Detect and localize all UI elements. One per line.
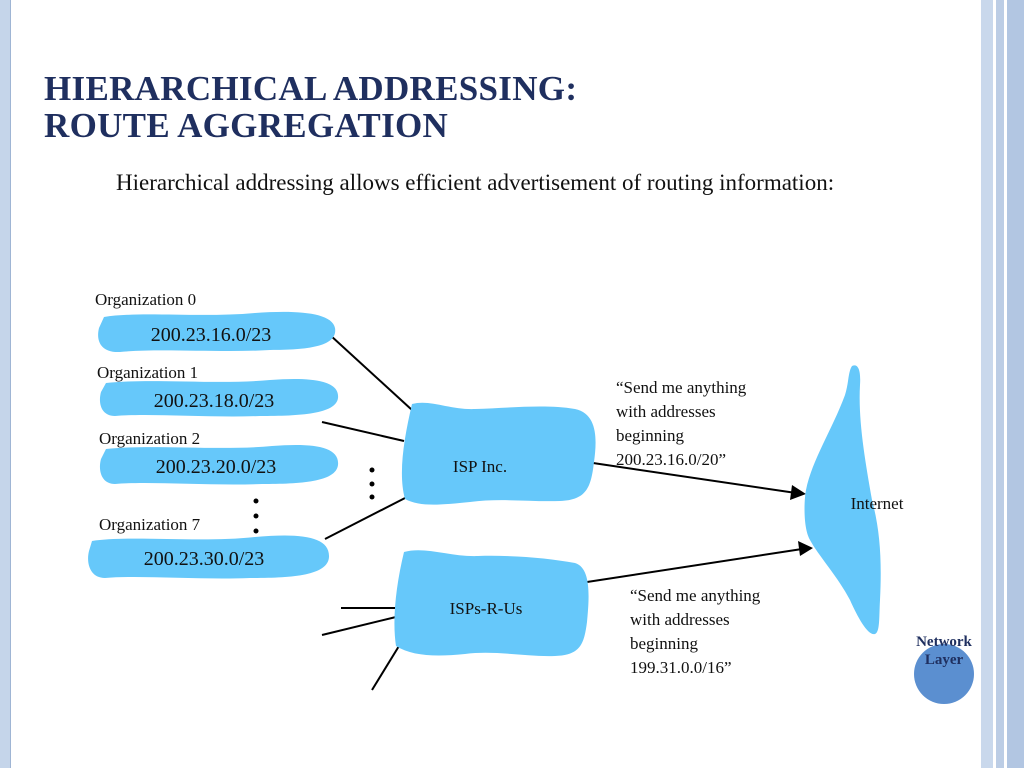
dot — [254, 529, 259, 534]
org1-label: Organization 1 — [97, 363, 199, 382]
internet-label: Internet — [850, 494, 904, 513]
dot — [370, 482, 375, 487]
isp1-arrowhead — [790, 485, 806, 500]
org1-to-isp-line — [322, 422, 404, 441]
isp2-to-internet-line — [587, 549, 802, 582]
dot — [254, 514, 259, 519]
isps-r-us-message-line-2: with addresses — [630, 610, 730, 629]
isp-inc-message-line-1: “Send me anything — [616, 378, 747, 397]
org7-prefix: 200.23.30.0/23 — [143, 548, 265, 570]
isps-r-us-message-line-4: 199.31.0.0/16” — [630, 658, 732, 677]
org1-prefix: 200.23.18.0/23 — [153, 390, 275, 412]
network-layer-badge-label: Network Layer — [916, 634, 972, 668]
isps-r-us-message-line-3: beginning — [630, 634, 698, 653]
org7-to-isp-line — [325, 497, 407, 539]
slide-subtitle: Hierarchical addressing allows efficient advertisement of routing information: — [116, 170, 835, 195]
title-line-1: HIERARCHICAL ADDRESSING: — [44, 69, 578, 108]
dot — [370, 468, 375, 473]
org0-label: Organization 0 — [95, 290, 197, 309]
org0-to-isp-line — [330, 335, 412, 410]
isps-r-us-message — [630, 586, 761, 677]
isp2-stub-line-3 — [372, 646, 399, 690]
isp-inc-message-line-4: 200.23.16.0/20” — [616, 450, 727, 469]
title-line-2: ROUTE AGGREGATION — [44, 106, 449, 145]
isps-r-us-message-line-1: “Send me anything — [630, 586, 761, 605]
isp-inc-label: ISP Inc. — [452, 457, 508, 476]
isp-inc-message-line-2: with addresses — [616, 402, 716, 421]
org7-label: Organization 7 — [99, 515, 201, 534]
isp-inc-cloud — [402, 403, 596, 505]
isp-inc-message-line-3: beginning — [616, 426, 684, 445]
org2-prefix: 200.23.20.0/23 — [155, 456, 277, 478]
dot — [254, 499, 259, 504]
isp2-arrowhead — [798, 541, 813, 556]
org2-label: Organization 2 — [99, 429, 201, 448]
isp2-stub-line-2 — [322, 617, 396, 635]
org0-prefix: 200.23.16.0/23 — [150, 324, 272, 346]
isps-r-us-label: ISPs-R-Us — [449, 599, 523, 618]
dot — [370, 495, 375, 500]
isp-inc-message — [616, 378, 747, 469]
